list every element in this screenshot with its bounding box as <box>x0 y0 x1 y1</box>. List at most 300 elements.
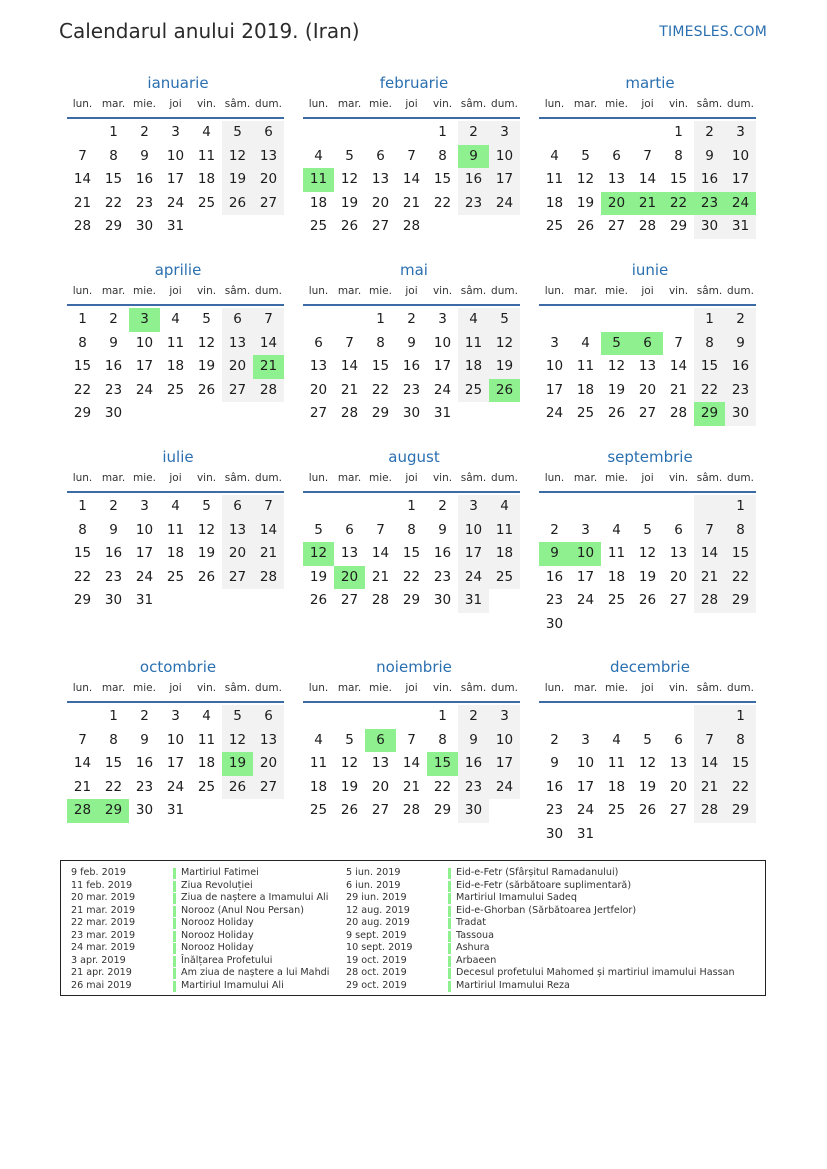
day-cell: 7 <box>407 147 416 164</box>
empty-cell <box>334 121 365 145</box>
day-cell: 6 <box>253 121 284 145</box>
weekday-header <box>303 284 525 299</box>
day-cell: 20 <box>309 381 328 398</box>
day-cell: 20 <box>222 355 253 379</box>
weekday-label: sâm. <box>696 98 723 110</box>
day-cell: 25 <box>197 194 216 211</box>
day-cell: 8 <box>78 334 87 351</box>
month-divider <box>539 117 756 119</box>
day-cell: 17 <box>725 168 756 192</box>
day-cell: 8 <box>725 519 756 543</box>
day-cell: 14 <box>402 171 421 187</box>
day-cell: 4 <box>581 334 590 351</box>
day-cell: 8 <box>407 521 416 538</box>
holiday-day: 11 <box>303 168 334 192</box>
holiday-name: Arbaeen <box>456 954 497 966</box>
weekday-label: sâm. <box>460 472 487 484</box>
holiday-day: 19 <box>222 752 253 776</box>
holiday-day: 26 <box>489 379 520 403</box>
day-cell: 4 <box>314 147 323 164</box>
day-cell: 16 <box>135 755 154 771</box>
day-cell: 7 <box>376 521 385 538</box>
holiday-date: 23 mar. 2019 <box>71 929 136 941</box>
day-cell: 11 <box>197 147 216 164</box>
day-cell: 26 <box>340 802 359 818</box>
day-cell: 3 <box>171 124 180 140</box>
weekday-label: mie. <box>605 682 628 694</box>
day-cell: 14 <box>371 545 390 561</box>
weekday-label: dum. <box>255 285 282 297</box>
day-cell: 5 <box>222 705 253 729</box>
day-cell: 21 <box>694 566 725 590</box>
weekday-header <box>67 471 289 486</box>
day-cell: 10 <box>135 521 154 538</box>
page-title: Calendarul anului 2019. (Iran) <box>59 19 360 43</box>
day-cell: 16 <box>458 752 489 776</box>
day-cell: 1 <box>694 308 725 332</box>
day-cell: 31 <box>576 825 595 842</box>
day-cell: 24 <box>489 192 520 216</box>
day-cell: 8 <box>725 729 756 753</box>
holiday-marker <box>448 868 451 879</box>
day-cell: 8 <box>438 147 447 164</box>
holiday-name: Eid-e-Fetr (Sfârșitul Ramadanului) <box>456 867 619 878</box>
day-cell: 27 <box>222 566 253 590</box>
days-grid <box>539 121 761 239</box>
weekday-label: dum. <box>727 472 754 484</box>
day-cell: 12 <box>340 171 359 187</box>
day-cell: 30 <box>458 799 489 823</box>
day-cell: 20 <box>669 568 688 585</box>
day-cell: 30 <box>104 405 123 421</box>
day-cell: 31 <box>166 218 185 234</box>
weekday-label: mie. <box>605 472 628 484</box>
weekday-label: sâm. <box>696 285 723 297</box>
day-cell: 28 <box>253 379 284 403</box>
day-cell: 15 <box>694 355 725 379</box>
day-cell: 27 <box>371 218 390 234</box>
day-cell: 21 <box>694 776 725 800</box>
weekday-label: dum. <box>727 98 754 110</box>
day-cell: 5 <box>345 731 354 748</box>
day-cell: 31 <box>433 405 452 421</box>
weekday-label: mar. <box>573 285 598 297</box>
legend-row <box>346 892 761 905</box>
day-cell: 25 <box>489 566 520 590</box>
weekday-header <box>303 97 525 112</box>
day-cell: 4 <box>458 308 489 332</box>
day-cell: 2 <box>407 311 416 327</box>
day-cell: 24 <box>458 566 489 590</box>
day-cell: 3 <box>550 334 559 351</box>
weekday-label: mar. <box>101 285 126 297</box>
day-cell: 25 <box>166 381 185 398</box>
day-cell: 16 <box>135 171 154 187</box>
day-cell: 6 <box>222 308 253 332</box>
day-cell: 10 <box>166 147 185 164</box>
empty-cell <box>365 495 396 519</box>
day-cell: 10 <box>489 729 520 753</box>
weekday-label: sâm. <box>696 472 723 484</box>
day-cell: 30 <box>545 825 564 842</box>
day-cell: 30 <box>402 405 421 421</box>
holiday-date: 11 feb. 2019 <box>71 879 133 891</box>
holiday-marker <box>448 968 451 979</box>
day-cell: 4 <box>171 311 180 327</box>
day-cell: 15 <box>73 358 92 374</box>
holiday-name: Ashura <box>456 942 490 953</box>
empty-cell <box>303 308 334 332</box>
holiday-day: 21 <box>632 192 663 216</box>
holiday-marker <box>448 943 451 954</box>
day-cell: 26 <box>309 592 328 608</box>
holiday-name: Tradat <box>456 917 487 928</box>
holiday-marker <box>173 881 176 892</box>
day-cell: 19 <box>489 355 520 379</box>
holiday-name: Ziua Revoluției <box>181 879 253 891</box>
day-cell: 21 <box>402 778 421 795</box>
weekday-label: mar. <box>337 285 362 297</box>
day-cell: 9 <box>140 147 149 164</box>
day-cell: 1 <box>376 311 385 327</box>
day-cell: 15 <box>402 545 421 561</box>
holiday-day: 9 <box>458 145 489 169</box>
day-cell: 2 <box>458 705 489 729</box>
weekday-label: mie. <box>133 682 156 694</box>
legend-row <box>346 955 761 968</box>
empty-cell <box>396 705 427 729</box>
empty-cell <box>663 308 694 332</box>
day-cell: 1 <box>725 705 756 729</box>
day-cell: 25 <box>458 379 489 403</box>
day-cell: 12 <box>222 729 253 753</box>
empty-cell <box>539 705 570 729</box>
days-grid <box>539 308 761 426</box>
day-cell: 6 <box>345 521 354 538</box>
day-cell: 21 <box>73 778 92 795</box>
day-cell: 23 <box>135 194 154 211</box>
month-divider <box>67 701 284 703</box>
weekday-label: mie. <box>605 98 628 110</box>
day-cell: 8 <box>109 147 118 164</box>
empty-cell <box>570 705 601 729</box>
weekday-label: lun. <box>544 285 565 297</box>
day-cell: 27 <box>253 776 284 800</box>
day-cell: 13 <box>371 755 390 771</box>
day-cell: 18 <box>489 542 520 566</box>
holiday-marker <box>173 918 176 929</box>
day-cell: 17 <box>433 358 452 374</box>
day-cell: 25 <box>309 218 328 234</box>
day-cell: 27 <box>371 802 390 818</box>
month-name: ianuarie <box>147 74 209 92</box>
weekday-label: sâm. <box>224 285 251 297</box>
weekday-label: joi <box>405 682 418 694</box>
day-cell: 3 <box>438 311 447 327</box>
day-cell: 3 <box>581 731 590 748</box>
empty-cell <box>632 308 663 332</box>
day-cell: 25 <box>166 568 185 585</box>
day-cell: 6 <box>674 521 683 538</box>
day-cell: 13 <box>222 332 253 356</box>
day-cell: 5 <box>643 521 652 538</box>
empty-cell <box>539 495 570 519</box>
weekday-label: vin. <box>196 682 217 694</box>
empty-cell <box>303 121 334 145</box>
day-cell: 8 <box>694 332 725 356</box>
month-name: decembrie <box>610 658 690 676</box>
day-cell: 7 <box>674 334 683 351</box>
day-cell: 30 <box>135 218 154 234</box>
day-cell: 17 <box>576 778 595 795</box>
day-cell: 2 <box>550 731 559 748</box>
weekday-label: dum. <box>491 472 518 484</box>
weekday-label: joi <box>169 682 182 694</box>
month-name: noiembrie <box>376 658 452 676</box>
holiday-marker <box>448 931 451 942</box>
day-cell: 18 <box>197 755 216 771</box>
holiday-date: 29 iun. 2019 <box>346 892 407 903</box>
day-cell: 19 <box>607 381 626 398</box>
day-cell: 7 <box>643 147 652 164</box>
weekday-label: joi <box>405 285 418 297</box>
weekday-label: lun. <box>308 682 329 694</box>
brand-link[interactable]: TIMESLES.COM <box>659 24 767 40</box>
empty-cell <box>570 308 601 332</box>
day-cell: 4 <box>171 498 180 514</box>
day-cell: 19 <box>222 168 253 192</box>
day-cell: 27 <box>607 218 626 234</box>
holiday-date: 9 sept. 2019 <box>346 929 407 941</box>
weekday-label: sâm. <box>224 682 251 694</box>
day-cell: 14 <box>73 171 92 187</box>
day-cell: 23 <box>135 778 154 795</box>
day-cell: 29 <box>433 802 452 818</box>
day-cell: 15 <box>725 752 756 776</box>
day-cell: 19 <box>638 568 657 585</box>
day-cell: 1 <box>109 124 118 140</box>
holiday-name: Norooz Holiday <box>181 917 254 928</box>
month-divider <box>539 304 756 306</box>
holiday-day: 6 <box>632 332 663 356</box>
weekday-header <box>303 471 525 486</box>
day-cell: 22 <box>694 379 725 403</box>
day-cell: 24 <box>166 194 185 211</box>
day-cell: 20 <box>638 381 657 398</box>
day-cell: 28 <box>694 589 725 613</box>
empty-cell <box>601 121 632 145</box>
day-cell: 1 <box>407 498 416 514</box>
month-divider <box>303 701 520 703</box>
day-cell: 23 <box>104 568 123 585</box>
day-cell: 13 <box>371 171 390 187</box>
weekday-label: lun. <box>72 285 93 297</box>
day-cell: 18 <box>607 778 626 795</box>
day-cell: 10 <box>545 358 564 374</box>
day-cell: 18 <box>545 194 564 211</box>
weekday-label: lun. <box>544 682 565 694</box>
day-cell: 9 <box>458 729 489 753</box>
day-cell: 15 <box>104 171 123 187</box>
day-cell: 19 <box>340 778 359 795</box>
holiday-date: 6 iun. 2019 <box>346 879 401 891</box>
month-name: august <box>388 448 440 466</box>
day-cell: 16 <box>402 358 421 374</box>
holiday-date: 22 mar. 2019 <box>71 917 136 928</box>
empty-cell <box>365 705 396 729</box>
day-cell: 30 <box>135 802 154 818</box>
month-name: septembrie <box>607 448 693 466</box>
day-cell: 7 <box>253 495 284 519</box>
day-cell: 25 <box>576 405 595 421</box>
day-cell: 25 <box>607 592 626 608</box>
holiday-marker <box>173 906 176 917</box>
day-cell: 27 <box>638 405 657 421</box>
day-cell: 20 <box>222 542 253 566</box>
day-cell: 17 <box>458 542 489 566</box>
weekday-label: mie. <box>369 472 392 484</box>
day-cell: 25 <box>607 802 626 818</box>
empty-cell <box>570 121 601 145</box>
day-cell: 26 <box>638 802 657 818</box>
day-cell: 8 <box>78 521 87 538</box>
day-cell: 10 <box>433 334 452 351</box>
day-cell: 11 <box>197 731 216 748</box>
holiday-day: 21 <box>253 355 284 379</box>
weekday-label: vin. <box>432 98 453 110</box>
day-cell: 30 <box>725 402 756 426</box>
day-cell: 17 <box>489 168 520 192</box>
holiday-day: 9 <box>539 542 570 566</box>
empty-cell <box>694 495 725 519</box>
weekday-label: vin. <box>668 472 689 484</box>
day-cell: 17 <box>135 358 154 374</box>
day-cell: 2 <box>109 311 118 327</box>
holiday-date: 10 sept. 2019 <box>346 942 413 953</box>
day-cell: 25 <box>197 778 216 795</box>
day-cell: 15 <box>725 542 756 566</box>
empty-cell <box>601 495 632 519</box>
day-cell: 24 <box>433 381 452 398</box>
holiday-name: Norooz (Anul Nou Persan) <box>181 904 304 916</box>
weekday-label: dum. <box>491 98 518 110</box>
month-name: februarie <box>379 74 449 92</box>
weekday-label: joi <box>169 98 182 110</box>
day-cell: 25 <box>309 802 328 818</box>
day-cell: 27 <box>669 802 688 818</box>
day-cell: 18 <box>458 355 489 379</box>
day-cell: 7 <box>407 731 416 748</box>
day-cell: 13 <box>222 519 253 543</box>
month-name: octombrie <box>139 658 217 676</box>
day-cell: 9 <box>109 334 118 351</box>
days-grid <box>67 495 289 613</box>
weekday-label: vin. <box>196 285 217 297</box>
day-cell: 9 <box>694 145 725 169</box>
holiday-name: Norooz Holiday <box>181 929 254 941</box>
holiday-marker <box>448 981 451 992</box>
day-cell: 21 <box>253 542 284 566</box>
weekday-header <box>539 681 761 696</box>
month-iunie <box>539 261 761 426</box>
day-cell: 12 <box>638 545 657 561</box>
day-cell: 14 <box>694 542 725 566</box>
day-cell: 1 <box>438 708 447 724</box>
day-cell: 20 <box>253 168 284 192</box>
weekday-label: mar. <box>101 98 126 110</box>
weekday-label: dum. <box>491 682 518 694</box>
day-cell: 24 <box>545 405 564 421</box>
day-cell: 22 <box>433 194 452 211</box>
empty-cell <box>632 495 663 519</box>
day-cell: 23 <box>725 379 756 403</box>
holiday-date: 3 apr. 2019 <box>71 954 126 966</box>
day-cell: 20 <box>371 194 390 211</box>
weekday-header <box>67 681 289 696</box>
weekday-label: vin. <box>432 682 453 694</box>
day-cell: 5 <box>202 498 211 514</box>
weekday-label: sâm. <box>460 285 487 297</box>
holiday-legend <box>60 860 766 996</box>
legend-row <box>346 867 761 880</box>
day-cell: 13 <box>340 545 359 561</box>
day-cell: 28 <box>402 802 421 818</box>
holiday-date: 5 iun. 2019 <box>346 867 401 878</box>
empty-cell <box>632 705 663 729</box>
day-cell: 30 <box>545 615 564 632</box>
day-cell: 7 <box>694 729 725 753</box>
day-cell: 23 <box>458 776 489 800</box>
weekday-label: vin. <box>432 285 453 297</box>
day-cell: 2 <box>109 498 118 514</box>
holiday-date: 12 aug. 2019 <box>346 904 410 916</box>
day-cell: 28 <box>638 218 657 234</box>
day-cell: 19 <box>197 545 216 561</box>
day-cell: 2 <box>140 124 149 140</box>
legend-row <box>346 930 761 943</box>
day-cell: 24 <box>166 778 185 795</box>
day-cell: 19 <box>309 568 328 585</box>
day-cell: 2 <box>458 121 489 145</box>
day-cell: 29 <box>402 592 421 608</box>
day-cell: 22 <box>104 194 123 211</box>
holiday-name: Eid-e-Ghorban (Sărbătoarea Jertfelor) <box>456 904 637 916</box>
day-cell: 19 <box>576 194 595 211</box>
day-cell: 9 <box>140 731 149 748</box>
day-cell: 22 <box>433 778 452 795</box>
day-cell: 5 <box>202 311 211 327</box>
holiday-marker <box>448 906 451 917</box>
day-cell: 20 <box>669 778 688 795</box>
day-cell: 31 <box>458 589 489 613</box>
day-cell: 14 <box>340 358 359 374</box>
day-cell: 29 <box>725 799 756 823</box>
day-cell: 26 <box>197 381 216 398</box>
day-cell: 12 <box>197 334 216 351</box>
day-cell: 5 <box>643 731 652 748</box>
day-cell: 1 <box>78 311 87 327</box>
month-martie <box>539 74 761 239</box>
weekday-label: vin. <box>196 472 217 484</box>
day-cell: 1 <box>438 124 447 140</box>
weekday-label: sâm. <box>460 98 487 110</box>
day-cell: 1 <box>78 498 87 514</box>
weekday-label: joi <box>641 98 654 110</box>
weekday-label: dum. <box>255 472 282 484</box>
day-cell: 3 <box>458 495 489 519</box>
weekday-label: vin. <box>432 472 453 484</box>
legend-row <box>346 917 761 930</box>
